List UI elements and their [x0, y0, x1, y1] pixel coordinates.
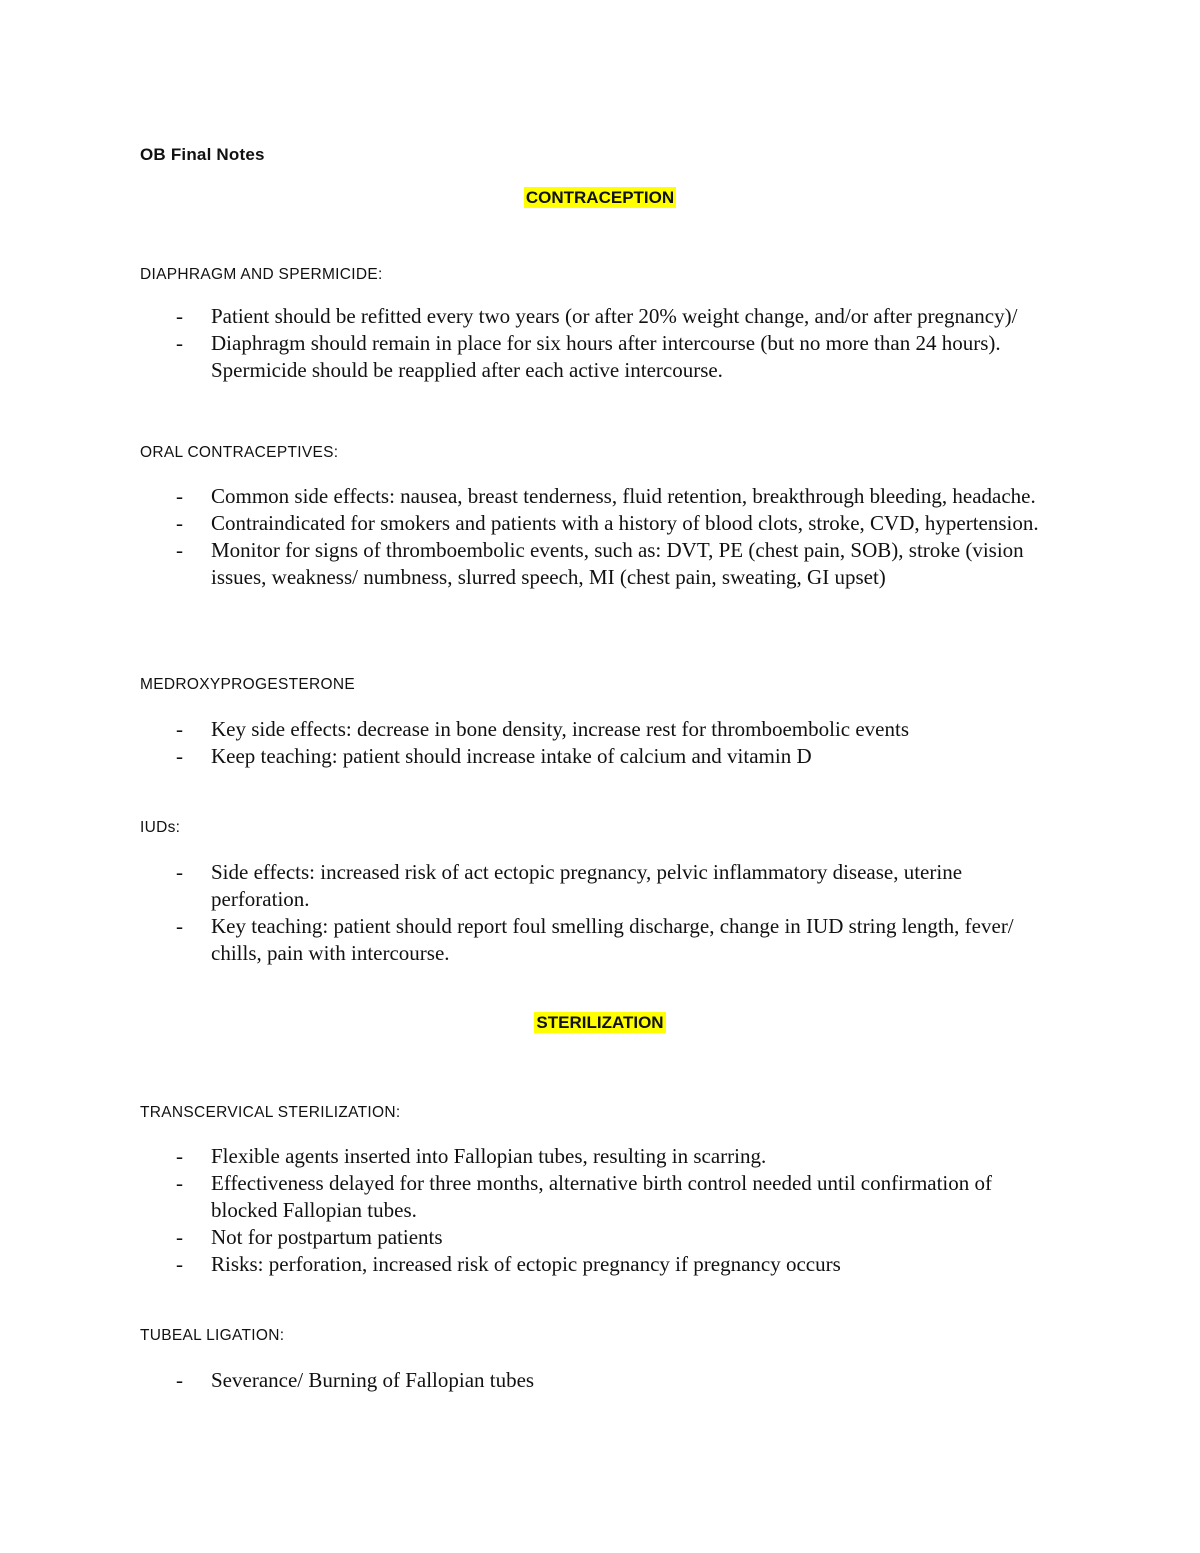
list-item: - Not for postpartum patients: [176, 1225, 443, 1249]
list-item: - Patient should be refitted every two years (or after 20% weight change, and/or after pregnancy)/: [176, 304, 1018, 328]
list-tubeal-ligation: [140, 1367, 1060, 1394]
list-item: - Diaphragm should remain in place for six hours after intercourse (but no more than 24 hours). Spermicide should be reapplied after each active intercourse.: [176, 331, 1001, 382]
list-oral-contraceptives: [140, 483, 1060, 591]
bullet-dash: -: [176, 331, 183, 355]
list-diaphragm-spermicide: [140, 303, 1060, 384]
bullet-dash: -: [176, 717, 183, 741]
highlight: CONTRACEPTION: [525, 188, 675, 207]
list-item: - Key side effects: decrease in bone density, increase rest for thromboembolic events: [176, 717, 909, 741]
document-title: OB Final Notes: [140, 145, 265, 164]
bullet-dash: -: [176, 914, 183, 938]
bullet-dash: -: [176, 484, 183, 508]
list-item: - Common side effects: nausea, breast tenderness, fluid retention, breakthrough bleeding, headache.: [176, 484, 1036, 508]
list-item: - Flexible agents inserted into Fallopian tubes, resulting in scarring.: [176, 1144, 767, 1168]
list-item: - Severance/ Burning of Fallopian tubes: [176, 1368, 535, 1392]
bullet-dash: -: [176, 744, 183, 768]
bullet-dash: -: [176, 1225, 183, 1249]
heading-transcervical-sterilization: TRANSCERVICAL STERILIZATION:: [140, 1104, 401, 1121]
list-item: - Key teaching: patient should report foul smelling discharge, change in IUD string length, fever/ chills, pain with intercourse.: [176, 914, 1014, 965]
bullet-dash: -: [176, 304, 183, 328]
highlight: STERILIZATION: [536, 1013, 664, 1032]
list-medroxyprogesterone: [140, 716, 1060, 770]
bullet-dash: -: [176, 511, 183, 535]
bullet-dash: -: [176, 538, 183, 562]
bullet-dash: -: [176, 1368, 183, 1392]
list-iuds: [140, 859, 1060, 967]
heading-oral-contraceptives: ORAL CONTRACEPTIVES:: [140, 444, 339, 461]
section-title-contraception: [0, 188, 1200, 208]
list-item: - Contraindicated for smokers and patients with a history of blood clots, stroke, CVD, hypertension.: [176, 511, 1039, 535]
list-item: - Side effects: increased risk of act ectopic pregnancy, pelvic inflammatory disease, uterine perforation.: [176, 860, 963, 911]
list-transcervical-sterilization: [140, 1143, 1060, 1278]
section-title-sterilization: [0, 1013, 1200, 1033]
heading-diaphragm-spermicide: DIAPHRAGM AND SPERMICIDE:: [140, 266, 383, 283]
heading-tubeal-ligation: TUBEAL LIGATION:: [140, 1327, 285, 1344]
list-item: - Effectiveness delayed for three months, alternative birth control needed until confirmation of blocked Fallopian tubes.: [176, 1171, 993, 1222]
heading-medroxyprogesterone: MEDROXYPROGESTERONE: [140, 676, 355, 693]
list-item: - Risks: perforation, increased risk of ectopic pregnancy if pregnancy occurs: [176, 1252, 841, 1276]
heading-iuds: IUDs:: [140, 819, 181, 836]
list-item: - Keep teaching: patient should increase intake of calcium and vitamin D: [176, 744, 812, 768]
list-item: - Monitor for signs of thromboembolic events, such as: DVT, PE (chest pain, SOB), stroke (vision issues, weakness/ numbness, slurred speech, MI (chest pain, sweating, GI upset): [176, 538, 1024, 589]
bullet-dash: -: [176, 860, 183, 884]
bullet-dash: -: [176, 1171, 183, 1195]
bullet-dash: -: [176, 1252, 183, 1276]
bullet-dash: -: [176, 1144, 183, 1168]
